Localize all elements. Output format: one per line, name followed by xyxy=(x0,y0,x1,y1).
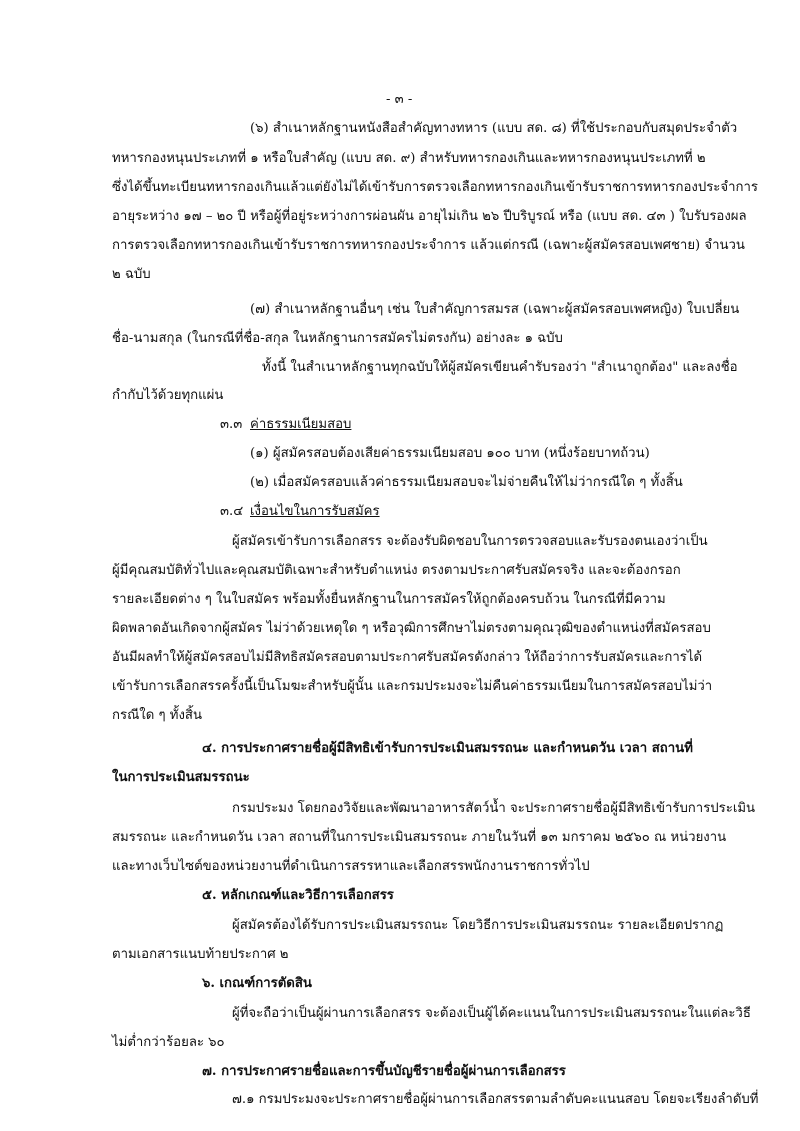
section-number: ๓.๓ xyxy=(220,417,243,432)
body-line: การตรวจเลือกทหารกองเกินเข้ารับราชการทหารกองประจำการ แล้วแต่กรณี (เฉพาะผู้สมัครสอบเพศชาย) จำนวน xyxy=(112,238,745,253)
section-number: ๓.๔ xyxy=(220,504,244,519)
body-line: (๒) เมื่อสมัครสอบแล้วค่าธรรมเนียมสอบจะไม่จ่ายคืนให้ไม่ว่ากรณีใด ๆ ทั้งสิ้น xyxy=(250,475,683,490)
section-heading-4: ๔. การประกาศรายชื่อผู้มีสิทธิเข้ารับการประเมินสมรรถนะ และกำหนดวัน เวลา สถานที่ xyxy=(202,741,693,756)
section-heading-6: ๖. เกณฑ์การตัดสิน xyxy=(202,976,312,991)
body-line: ตามเอกสารแนบท้ายประกาศ ๒ xyxy=(112,947,289,962)
body-line: ชื่อ-นามสกุล (ในกรณีที่ชื่อ-สกุล ในหลักฐานการสมัครไม่ตรงกัน) อย่างละ ๑ ฉบับ xyxy=(112,331,563,346)
body-line: กำกับไว้ด้วยทุกแผ่น xyxy=(112,388,224,403)
body-line: ๗.๑ กรมประมงจะประกาศรายชื่อผู้ผ่านการเลือกสรรตามลำดับคะแนนสอบ โดยจะเรียงลำดับที่ xyxy=(232,1092,759,1107)
body-line: สมรรถนะ และกำหนดวัน เวลา สถานที่ในการประเมินสมรรถนะ ภายในวันที่ ๑๓ มกราคม ๒๕๖๐ ณ หน่วยงาน xyxy=(112,830,727,845)
body-line: ผู้สมัครต้องได้รับการประเมินสมรรถนะ โดยวิธีการประเมินสมรรถนะ รายละเอียดปรากฏ xyxy=(232,918,724,933)
body-line: ๒ ฉบับ xyxy=(112,267,151,282)
body-line: ทั้งนี้ ในสำเนาหลักฐานทุกฉบับให้ผู้สมัครเขียนคำรับรองว่า "สำเนาถูกต้อง" และลงชื่อ xyxy=(262,360,738,375)
page-number: - ๓ - xyxy=(386,92,413,107)
body-line: และทางเว็บไซต์ของหน่วยงานที่ดำเนินการสรรหาและเลือกสรรพนักงานราชการทั่วไป xyxy=(112,859,590,874)
section-heading-fee: ค่าธรรมเนียมสอบ xyxy=(250,417,352,432)
body-line: กรณีใด ๆ ทั้งสิ้น xyxy=(112,708,202,723)
body-line: อายุระหว่าง ๑๗ – ๒๐ ปี หรือผู้ที่อยู่ระหว่างการผ่อนผัน อายุไม่เกิน ๒๖ ปีบริบูรณ์ หรือ (แบบ สด. ๔๓ ) ใบรับรองผล xyxy=(112,209,747,224)
body-line: (๑) ผู้สมัครสอบต้องเสียค่าธรรมเนียมสอบ ๑๐๐ บาท (หนึ่งร้อยบาทถ้วน) xyxy=(250,446,650,461)
section-heading-conditions: เงื่อนไขในการรับสมัคร xyxy=(250,504,380,519)
body-line: ไม่ต่ำกว่าร้อยละ ๖๐ xyxy=(112,1035,225,1050)
body-line: (๖) สำเนาหลักฐานหนังสือสำคัญทางทหาร (แบบ สด. ๘) ที่ใช้ประกอบกับสมุดประจำตัว xyxy=(250,121,738,136)
section-heading-4-cont: ในการประเมินสมรรถนะ xyxy=(112,770,250,785)
body-line: ผิดพลาดอันเกิดจากผู้สมัคร ไม่ว่าด้วยเหตุใด ๆ หรือวุฒิการศึกษาไม่ตรงตามคุณวุฒิของตำแหน่งที่สมัครสอบ xyxy=(112,621,711,636)
body-line: กรมประมง โดยกองวิจัยและพัฒนาอาหารสัตว์น้ำ จะประกาศรายชื่อผู้มีสิทธิเข้ารับการประเมิน xyxy=(232,801,756,816)
body-line: ผู้มีคุณสมบัติทั่วไปและคุณสมบัติเฉพาะสำหรับตำแหน่ง ตรงตามประกาศรับสมัครจริง และจะต้องกรอก xyxy=(112,563,681,578)
body-line: ผู้สมัครเข้ารับการเลือกสรร จะต้องรับผิดชอบในการตรวจสอบและรับรองตนเองว่าเป็น xyxy=(232,534,708,549)
section-heading-7: ๗. การประกาศรายชื่อและการขึ้นบัญชีรายชื่อผู้ผ่านการเลือกสรร xyxy=(202,1064,566,1079)
body-line: (๗) สำเนาหลักฐานอื่นๆ เช่น ใบสำคัญการสมรส (เฉพาะผู้สมัครสอบเพศหญิง) ใบเปลี่ยน xyxy=(250,302,740,317)
body-line: ทหารกองหนุนประเภทที่ ๑ หรือใบสำคัญ (แบบ สด. ๙) สำหรับทหารกองเกินและทหารกองหนุนประเภทที่ ๒ xyxy=(112,151,706,166)
body-line: ผู้ที่จะถือว่าเป็นผู้ผ่านการเลือกสรร จะต้องเป็นผู้ได้คะแนนในการประเมินสมรรถนะในแต่ละวิธี xyxy=(232,1006,751,1021)
body-line: รายละเอียดต่าง ๆ ในใบสมัคร พร้อมทั้งยื่นหลักฐานในการสมัครให้ถูกต้องครบถ้วน ในกรณีที่มีความ xyxy=(112,592,666,607)
body-line: เข้ารับการเลือกสรรครั้งนี้เป็นโมฆะสำหรับผู้นั้น และกรมประมงจะไม่คืนค่าธรรมเนียมในการสมัครสอบไม่ว่า xyxy=(112,679,713,694)
body-line: อันมีผลทำให้ผู้สมัครสอบไม่มีสิทธิสมัครสอบตามประกาศรับสมัครดังกล่าว ให้ถือว่าการรับสมัครและการได้ xyxy=(112,650,703,665)
body-line: ซึ่งได้ขึ้นทะเบียนทหารกองเกินแล้วแต่ยังไม่ได้เข้ารับการตรวจเลือกทหารกองเกินเข้ารับราชการทหารกองประจำการ xyxy=(112,180,758,195)
section-heading-5: ๕. หลักเกณฑ์และวิธีการเลือกสรร xyxy=(202,888,394,903)
